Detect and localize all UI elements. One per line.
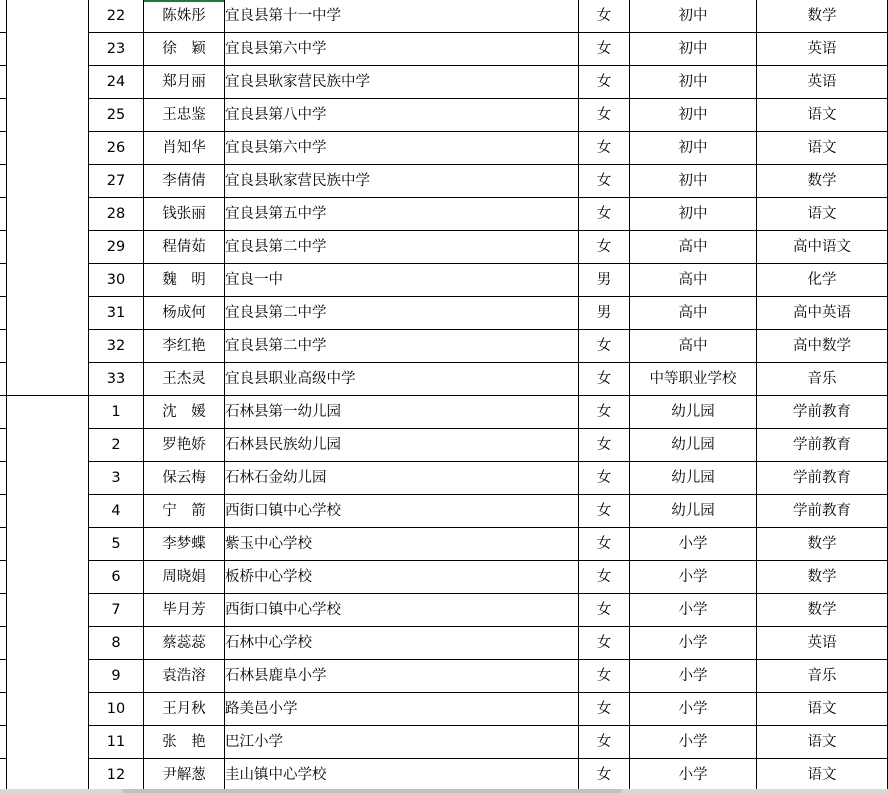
cell-name[interactable]: 李倩倩 (144, 165, 225, 198)
cell-name[interactable]: 尹解葱 (144, 759, 225, 792)
cell-subject[interactable]: 高中英语 (757, 297, 888, 330)
cell-name[interactable]: 杨成何 (144, 297, 225, 330)
cell-region[interactable] (7, 726, 89, 759)
table-row (0, 231, 888, 264)
cell-region[interactable] (7, 132, 89, 165)
cell-region[interactable] (7, 429, 89, 462)
cell-subject[interactable]: 语文 (757, 759, 888, 792)
cell-subject[interactable]: 学前教育 (757, 396, 888, 429)
cell-name[interactable]: 宁 箭 (144, 495, 225, 528)
cell-level[interactable]: 高中 (630, 264, 757, 297)
cell-gender[interactable]: 女 (579, 33, 630, 66)
cell-school[interactable]: 宜良县耿家营民族中学 (225, 165, 579, 198)
cell-level[interactable]: 幼儿园 (630, 429, 757, 462)
cell-number[interactable]: 6 (89, 561, 144, 594)
cell-gender[interactable]: 女 (579, 726, 630, 759)
cell-school[interactable]: 圭山镇中心学校 (225, 759, 579, 792)
cell-level[interactable]: 初中 (630, 99, 757, 132)
cell-gender[interactable]: 女 (579, 561, 630, 594)
table-row (0, 99, 888, 132)
cell-gender[interactable]: 女 (579, 198, 630, 231)
cell-gender[interactable]: 女 (579, 330, 630, 363)
cell-region[interactable] (7, 396, 89, 429)
table-row (0, 693, 888, 726)
cell-level[interactable]: 小学 (630, 627, 757, 660)
cell-gender[interactable]: 女 (579, 231, 630, 264)
cell-school[interactable]: 宜良县第六中学 (225, 33, 579, 66)
cell-region[interactable] (7, 759, 89, 792)
cell-gender[interactable]: 女 (579, 759, 630, 792)
cell-gender[interactable]: 女 (579, 462, 630, 495)
cell-region[interactable] (7, 528, 89, 561)
cell-school[interactable]: 西街口镇中心学校 (225, 495, 579, 528)
table-row (0, 396, 888, 429)
cell-school[interactable]: 石林石金幼儿园 (225, 462, 579, 495)
cell-number[interactable]: 7 (89, 594, 144, 627)
cell-number[interactable]: 25 (89, 99, 144, 132)
cell-school[interactable]: 石林县第一幼儿园 (225, 396, 579, 429)
cell-level[interactable]: 高中 (630, 297, 757, 330)
cell-subject[interactable]: 高中数学 (757, 330, 888, 363)
cell-subject[interactable]: 数学 (757, 528, 888, 561)
cell-subject[interactable]: 数学 (757, 165, 888, 198)
cell-gender[interactable]: 女 (579, 660, 630, 693)
cell-number[interactable]: 5 (89, 528, 144, 561)
cell-name[interactable]: 王杰灵 (144, 363, 225, 396)
table-row (0, 495, 888, 528)
cell-level[interactable]: 小学 (630, 528, 757, 561)
table-row (0, 759, 888, 792)
cell-region[interactable] (7, 165, 89, 198)
cell-level[interactable]: 幼儿园 (630, 396, 757, 429)
cell-school[interactable]: 宜良县第二中学 (225, 297, 579, 330)
cell-gender[interactable]: 男 (579, 297, 630, 330)
cell-region[interactable] (7, 660, 89, 693)
cell-level[interactable]: 高中 (630, 231, 757, 264)
cell-region[interactable] (7, 0, 89, 33)
cell-number[interactable]: 9 (89, 660, 144, 693)
cell-school[interactable]: 宜良一中 (225, 264, 579, 297)
cell-name[interactable]: 保云梅 (144, 462, 225, 495)
scrollbar-thumb[interactable] (122, 789, 622, 793)
cell-name[interactable]: 王忠鉴 (144, 99, 225, 132)
cell-gender[interactable]: 女 (579, 66, 630, 99)
cell-name[interactable]: 魏 明 (144, 264, 225, 297)
cell-name[interactable]: 袁浩溶 (144, 660, 225, 693)
table-row (0, 66, 888, 99)
cell-number[interactable]: 10 (89, 693, 144, 726)
cell-level[interactable]: 初中 (630, 33, 757, 66)
cell-number[interactable]: 27 (89, 165, 144, 198)
cell-school[interactable]: 石林县民族幼儿园 (225, 429, 579, 462)
cell-school[interactable]: 宜良县第八中学 (225, 99, 579, 132)
cell-name[interactable]: 郑月丽 (144, 66, 225, 99)
cell-name[interactable]: 钱张丽 (144, 198, 225, 231)
cell-region[interactable] (7, 330, 89, 363)
cell-name[interactable]: 沈 媛 (144, 396, 225, 429)
cell-school[interactable]: 宜良县第二中学 (225, 231, 579, 264)
cell-subject[interactable]: 高中语文 (757, 231, 888, 264)
cell-number[interactable]: 32 (89, 330, 144, 363)
cell-number[interactable]: 33 (89, 363, 144, 396)
table-row (0, 33, 888, 66)
cell-number[interactable]: 23 (89, 33, 144, 66)
cell-school[interactable]: 宜良县耿家营民族中学 (225, 66, 579, 99)
cell-number[interactable]: 24 (89, 66, 144, 99)
cell-name[interactable]: 徐 颖 (144, 33, 225, 66)
cell-subject[interactable]: 数学 (757, 561, 888, 594)
table-row (0, 363, 888, 396)
cell-gender[interactable]: 女 (579, 594, 630, 627)
cell-name[interactable]: 蔡蕊蕊 (144, 627, 225, 660)
cell-name[interactable]: 李梦蝶 (144, 528, 225, 561)
cell-gender[interactable]: 女 (579, 495, 630, 528)
cell-region[interactable] (7, 264, 89, 297)
cell-name[interactable]: 程倩茹 (144, 231, 225, 264)
table-row (0, 594, 888, 627)
cell-school[interactable]: 石林县鹿阜小学 (225, 660, 579, 693)
cell-subject[interactable]: 音乐 (757, 363, 888, 396)
cell-gender[interactable]: 女 (579, 0, 630, 33)
cell-level[interactable]: 小学 (630, 693, 757, 726)
cell-level[interactable]: 小学 (630, 660, 757, 693)
cell-number[interactable]: 29 (89, 231, 144, 264)
table-row (0, 132, 888, 165)
cell-name[interactable]: 毕月芳 (144, 594, 225, 627)
table-row (0, 264, 888, 297)
cell-level[interactable]: 初中 (630, 198, 757, 231)
cell-gender[interactable]: 女 (579, 99, 630, 132)
cell-school[interactable]: 宜良县第二中学 (225, 330, 579, 363)
cell-gender[interactable]: 女 (579, 429, 630, 462)
cell-region[interactable] (7, 495, 89, 528)
cell-school[interactable]: 宜良县第十一中学 (225, 0, 579, 33)
table-row (0, 198, 888, 231)
cell-region[interactable] (7, 66, 89, 99)
cell-school[interactable]: 宜良县职业高级中学 (225, 363, 579, 396)
cell-level[interactable]: 初中 (630, 0, 757, 33)
cell-level[interactable]: 小学 (630, 759, 757, 792)
cell-subject[interactable]: 语文 (757, 132, 888, 165)
cell-gender[interactable]: 女 (579, 627, 630, 660)
horizontal-scrollbar[interactable] (0, 789, 888, 793)
cell-school[interactable]: 西街口镇中心学校 (225, 594, 579, 627)
cell-number[interactable]: 1 (89, 396, 144, 429)
cell-subject[interactable]: 语文 (757, 726, 888, 759)
cell-number[interactable]: 28 (89, 198, 144, 231)
cell-subject[interactable]: 学前教育 (757, 429, 888, 462)
cell-number[interactable]: 22 (89, 0, 144, 33)
cell-number[interactable]: 4 (89, 495, 144, 528)
cell-level[interactable]: 幼儿园 (630, 495, 757, 528)
cell-school[interactable]: 宜良县第五中学 (225, 198, 579, 231)
cell-subject[interactable]: 英语 (757, 627, 888, 660)
cell-subject[interactable]: 英语 (757, 33, 888, 66)
table-row (0, 561, 888, 594)
cell-level[interactable]: 小学 (630, 594, 757, 627)
cell-name[interactable]: 罗艳娇 (144, 429, 225, 462)
cell-name[interactable]: 陈姝彤 (144, 0, 225, 33)
table-row (0, 528, 888, 561)
table-row (0, 165, 888, 198)
table-row (0, 660, 888, 693)
cell-region[interactable] (7, 99, 89, 132)
cell-level[interactable]: 初中 (630, 66, 757, 99)
cell-subject[interactable]: 化学 (757, 264, 888, 297)
cell-number[interactable]: 11 (89, 726, 144, 759)
cell-region[interactable] (7, 462, 89, 495)
cell-gender[interactable]: 男 (579, 264, 630, 297)
table-row (0, 462, 888, 495)
cell-gender[interactable]: 女 (579, 132, 630, 165)
cell-level[interactable]: 小学 (630, 561, 757, 594)
cell-region[interactable] (7, 297, 89, 330)
cell-region[interactable] (7, 693, 89, 726)
cell-region[interactable] (7, 363, 89, 396)
cell-level[interactable]: 幼儿园 (630, 462, 757, 495)
cell-subject[interactable]: 音乐 (757, 660, 888, 693)
table-row (0, 726, 888, 759)
cell-region[interactable] (7, 594, 89, 627)
cell-subject[interactable]: 语文 (757, 198, 888, 231)
cell-school[interactable]: 巴江小学 (225, 726, 579, 759)
cell-school[interactable]: 紫玉中心学校 (225, 528, 579, 561)
cell-name[interactable]: 王月秋 (144, 693, 225, 726)
cell-name[interactable]: 肖知华 (144, 132, 225, 165)
table-row (0, 297, 888, 330)
cell-region[interactable] (7, 561, 89, 594)
cell-number[interactable]: 3 (89, 462, 144, 495)
cell-subject[interactable]: 学前教育 (757, 462, 888, 495)
cell-level[interactable]: 初中 (630, 132, 757, 165)
cell-gender[interactable]: 女 (579, 693, 630, 726)
cell-subject[interactable]: 语文 (757, 99, 888, 132)
cell-region[interactable] (7, 198, 89, 231)
table-row (0, 330, 888, 363)
cell-level[interactable]: 初中 (630, 165, 757, 198)
cell-level[interactable]: 小学 (630, 726, 757, 759)
cell-school[interactable]: 路美邑小学 (225, 693, 579, 726)
cell-gender[interactable]: 女 (579, 528, 630, 561)
table-row (0, 429, 888, 462)
cell-number[interactable]: 8 (89, 627, 144, 660)
cell-region[interactable] (7, 231, 89, 264)
cell-region[interactable] (7, 627, 89, 660)
cell-name[interactable]: 李红艳 (144, 330, 225, 363)
cell-level[interactable]: 高中 (630, 330, 757, 363)
cell-gender[interactable]: 女 (579, 165, 630, 198)
cell-school[interactable]: 板桥中心学校 (225, 561, 579, 594)
cell-school[interactable]: 石林中心学校 (225, 627, 579, 660)
cell-number[interactable]: 12 (89, 759, 144, 792)
cell-subject[interactable]: 语文 (757, 693, 888, 726)
cell-subject[interactable]: 英语 (757, 66, 888, 99)
cell-school[interactable]: 宜良县第六中学 (225, 132, 579, 165)
cell-number[interactable]: 2 (89, 429, 144, 462)
cell-name[interactable]: 张 艳 (144, 726, 225, 759)
cell-gender[interactable]: 女 (579, 396, 630, 429)
cell-level[interactable]: 中等职业学校 (630, 363, 757, 396)
cell-subject[interactable]: 数学 (757, 0, 888, 33)
cell-number[interactable]: 26 (89, 132, 144, 165)
table-row (0, 0, 888, 33)
cell-subject[interactable]: 学前教育 (757, 495, 888, 528)
cell-number[interactable]: 30 (89, 264, 144, 297)
cell-number[interactable]: 31 (89, 297, 144, 330)
cell-gender[interactable]: 女 (579, 363, 630, 396)
cell-region[interactable] (7, 33, 89, 66)
cell-subject[interactable]: 数学 (757, 594, 888, 627)
table-row (0, 627, 888, 660)
cell-name[interactable]: 周晓娟 (144, 561, 225, 594)
